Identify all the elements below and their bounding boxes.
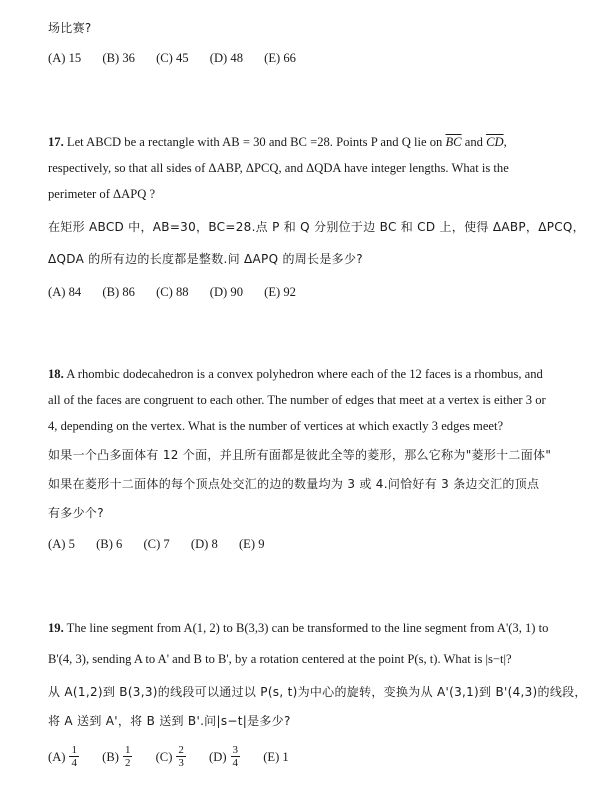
q17-number: 17. <box>48 135 64 149</box>
q17-zh-line1: 在矩形 ABCD 中，AB=30，BC=28.点 P 和 Q 分别位于边 BC 和 CD 上，使得 ΔABP，ΔPCQ， <box>48 220 585 234</box>
q18-en-line2: all of the faces are congruent to each other. The number of edges that meet at a vertex is either 3 or <box>48 393 546 407</box>
option-d: (D) 90 <box>209 285 243 299</box>
option-b: (B) 6 <box>96 537 123 551</box>
q17-options <box>48 284 314 300</box>
q19-zh-line1: 从 A(1,2)到 B(3,3)的线段可以通过以 P(s, t)为中心的旋转，变换为从 A'(3,1)到 B'(4,3)的线段， <box>48 685 587 699</box>
option-e: (E) 66 <box>264 51 296 65</box>
option-a: (A) 15 <box>48 51 82 65</box>
q18-options <box>48 536 283 552</box>
segment-cd: $\overline{CD}$ <box>486 135 504 149</box>
prev-question-options <box>48 50 314 66</box>
fraction: $\frac{3}{4}$ <box>232 744 239 769</box>
q17-en-line2: respectively, so that all sides of ΔABP, ΔPCQ, and ΔQDA have integer lengths. What is the <box>48 161 509 175</box>
q17-en-line3: perimeter of ΔAPQ ? <box>48 187 156 201</box>
option-e: (E) 9 <box>238 537 265 551</box>
q19-en-line2: B'(4, 3), sending A to A' and B to B', by a rotation centered at the point P(s, t). What is |s−t|? <box>48 652 512 666</box>
option-b: (B) 86 <box>102 285 135 299</box>
q19-options <box>48 744 305 769</box>
q18-zh-line1: 如果一个凸多面体有 12 个面，并且所有面都是彼此全等的菱形，那么它称为"菱形十二面体" <box>48 448 552 462</box>
segment-bc: $\overline{BC}$ <box>445 135 462 149</box>
q18-zh-line3: 有多少个? <box>48 506 104 520</box>
option-c: (C) 45 <box>156 51 189 65</box>
option-a: (A) $\frac{1}{4}$ <box>48 744 77 769</box>
fraction: $\frac{1}{2}$ <box>124 744 131 769</box>
option-e: (E) 92 <box>264 285 296 299</box>
q19-zh-line2: 将 A 送到 A'，将 B 送到 B'.问|s−t|是多少? <box>48 714 291 728</box>
option-b: (B) 36 <box>102 51 135 65</box>
option-d: (D) 48 <box>209 51 243 65</box>
option-a: (A) 5 <box>48 537 75 551</box>
q18-zh-line2: 如果在菱形十二面体的每个顶点处交汇的边的数量均为 3 或 4.问恰好有 3 条边交汇的顶点 <box>48 477 540 491</box>
option-c: (C) 7 <box>143 537 170 551</box>
q19-en-line1: 19. The line segment from A(1, 2) to B(3,3) can be transformed to the line segment from A'(3, 1) to <box>48 621 549 635</box>
option-a: (A) 84 <box>48 285 82 299</box>
option-e: (E) 1 <box>263 749 289 764</box>
fraction: $\frac{1}{4}$ <box>71 744 77 769</box>
q18-en-line3: 4, depending on the vertex. What is the number of vertices at which exactly 3 edges meet? <box>48 419 504 433</box>
prev-question-tail: 场比赛? <box>48 21 92 35</box>
option-c: (C) $\frac{2}{3}$ <box>155 744 184 769</box>
fraction: $\frac{2}{3}$ <box>178 744 184 769</box>
option-d: (D) 8 <box>190 537 218 551</box>
q17-en-line1: 17. Let ABCD be a rectangle with AB = 30 and BC =28. Points P and Q lie on $\overline{BC}$ and $\overline{CD}$, <box>48 135 507 149</box>
option-d: (D) $\frac{3}{4}$ <box>209 744 239 769</box>
q18-en-line1: 18. A rhombic dodecahedron is a convex polyhedron where each of the 12 faces is a rhombus, and <box>48 367 543 381</box>
q19-number: 19. <box>48 621 64 635</box>
q17-zh-line2: ΔQDA 的所有边的长度都是整数.问 ΔAPQ 的周长是多少? <box>48 252 363 266</box>
q18-number: 18. <box>48 367 64 381</box>
option-b: (B) $\frac{1}{2}$ <box>102 744 131 769</box>
option-c: (C) 88 <box>156 285 189 299</box>
